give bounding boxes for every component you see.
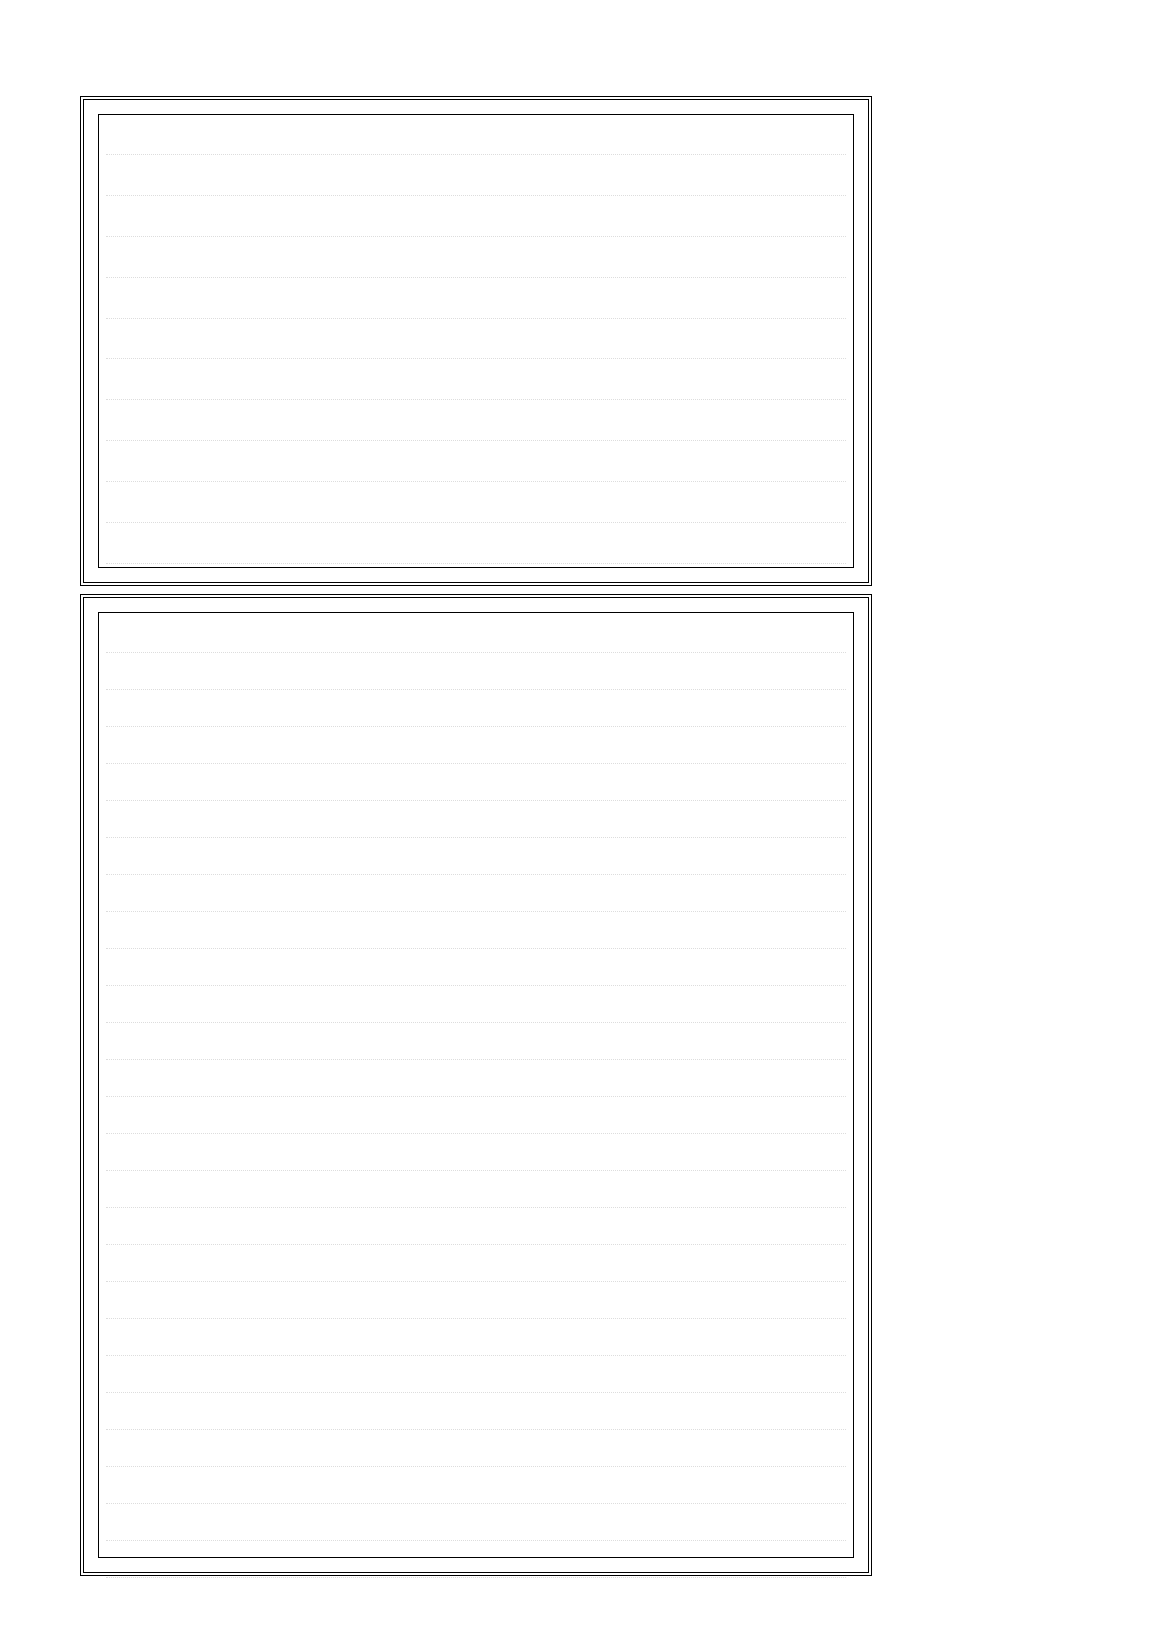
commentary-line — [106, 875, 846, 912]
main-text-line — [106, 241, 846, 278]
main-text-line — [106, 322, 846, 359]
commentary-line — [106, 1282, 846, 1319]
commentary-line — [106, 949, 846, 986]
commentary-line — [106, 1134, 846, 1171]
main-text-panel — [80, 96, 872, 586]
commentary-line — [106, 727, 846, 764]
commentary-line — [106, 764, 846, 801]
main-text-line — [106, 445, 846, 482]
commentary-line — [106, 1319, 846, 1356]
commentary-line — [106, 1504, 846, 1541]
main-text-lines — [106, 118, 846, 564]
commentary-line — [106, 690, 846, 727]
page-header — [130, 50, 850, 94]
main-text-line — [106, 363, 846, 400]
commentary-line — [106, 1430, 846, 1467]
commentary-line — [106, 1356, 846, 1393]
main-text-line — [106, 200, 846, 237]
commentary-line — [106, 986, 846, 1023]
commentary-line — [106, 1171, 846, 1208]
commentary-line — [106, 1393, 846, 1430]
main-text-line — [106, 527, 846, 564]
commentary-line — [106, 838, 846, 875]
commentary-line — [106, 1541, 846, 1578]
main-text-line — [106, 159, 846, 196]
commentary-line — [106, 1467, 846, 1504]
commentary-lines — [106, 616, 846, 1554]
commentary-line — [106, 1245, 846, 1282]
commentary-line — [106, 1208, 846, 1245]
main-text-line — [106, 282, 846, 319]
commentary-line — [106, 801, 846, 838]
main-text-line — [106, 404, 846, 441]
commentary-line — [106, 616, 846, 653]
main-text-line — [106, 118, 846, 155]
commentary-line — [106, 912, 846, 949]
commentary-line — [106, 1060, 846, 1097]
commentary-panel — [80, 594, 872, 1576]
main-text-line — [106, 486, 846, 523]
commentary-line — [106, 1023, 846, 1060]
commentary-line — [106, 1097, 846, 1134]
commentary-line — [106, 653, 846, 690]
